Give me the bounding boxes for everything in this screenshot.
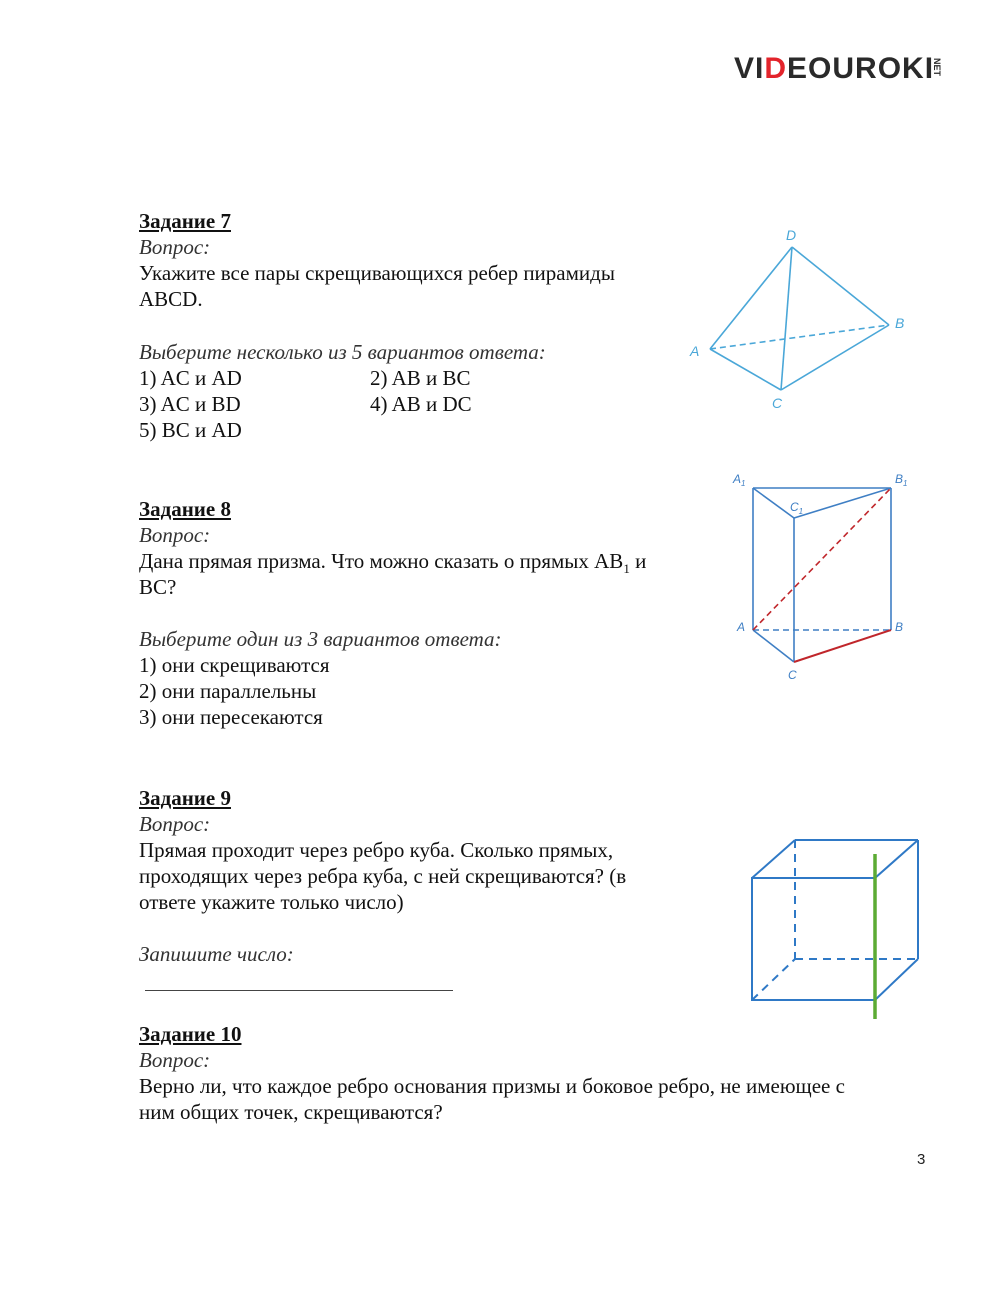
task8-option-2[interactable]: 2) они параллельны <box>139 679 317 703</box>
task7-question-line-1: Укажите все пары скрещивающихся ребер пирамиды <box>139 261 615 285</box>
logo-text-post: EOUROKI <box>787 52 935 85</box>
task7-question-line-2: ABCD. <box>139 287 203 311</box>
cube-edge-bottom-right <box>875 959 918 1000</box>
pyramid-edge-cb <box>781 325 889 390</box>
pyramid-label-a: A <box>690 343 700 359</box>
prism-line-bc-highlight <box>794 630 891 662</box>
task7-question-label: Вопрос: <box>139 235 211 259</box>
task10-title: Задание 10 <box>139 1022 242 1046</box>
pyramid-edge-dc <box>781 247 792 390</box>
task7-title: Задание 7 <box>139 209 231 233</box>
task7-option-4[interactable]: 4) AB и DC <box>370 392 472 416</box>
task7-instruction: Выберите несколько из 5 вариантов ответа: <box>139 340 546 364</box>
logo-text-accent: D <box>764 52 788 85</box>
task8-question-line-2: BC? <box>139 575 177 599</box>
task9-answer-field[interactable] <box>145 990 453 991</box>
task8-question-text: Дана прямая призма. Что можно сказать о прямых AB <box>139 549 624 573</box>
task7-option-2[interactable]: 2) AB и BC <box>370 366 471 390</box>
task8-instruction: Выберите один из 3 вариантов ответа: <box>139 627 502 651</box>
prism-label-b1: $B_1$ <box>895 472 908 488</box>
pyramid-edge-ab-hidden <box>710 325 889 349</box>
prism-figure <box>728 465 918 685</box>
pyramid-edge-ac <box>710 349 781 390</box>
pyramid-figure <box>680 222 920 412</box>
task7-option-3[interactable]: 3) AC и BD <box>139 392 241 416</box>
task8-question-subscript: 1 <box>623 561 630 577</box>
prism-label-c: C <box>788 668 797 682</box>
videouroki-logo <box>734 52 952 86</box>
task8-question-label: Вопрос: <box>139 523 211 547</box>
task10-question-line-1: Верно ли, что каждое ребро основания призмы и боковое ребро, не имеющее с <box>139 1074 845 1098</box>
task8-option-1[interactable]: 1) они скрещиваются <box>139 653 330 677</box>
prism-label-a: A <box>737 620 746 634</box>
prism-edge-ac <box>753 630 794 662</box>
prism-label-a1: $A_1$ <box>733 472 746 488</box>
task9-question-line-1: Прямая проходит через ребро куба. Сколько прямых, <box>139 838 614 862</box>
task8-title: Задание 8 <box>139 497 231 521</box>
task9-instruction: Запишите число: <box>139 942 294 966</box>
task10-question-line-2: ним общих точек, скрещиваются? <box>139 1100 443 1124</box>
cube-edge-hidden-diagonal <box>752 959 795 1000</box>
prism-label-c1: $C_1$ <box>790 500 804 516</box>
task9-question-line-2: проходящих через ребра куба, с ней скрещиваются? (в <box>139 864 627 888</box>
pyramid-edge-db <box>792 247 889 325</box>
prism-label-b: B <box>895 620 904 634</box>
logo-text-suffix: NET <box>932 58 943 76</box>
pyramid-label-b: B <box>895 315 905 331</box>
task10-question-label: Вопрос: <box>139 1048 211 1072</box>
task9-question-label: Вопрос: <box>139 812 211 836</box>
logo-text-pre: VI <box>734 52 765 85</box>
task7-option-5[interactable]: 5) BC и AD <box>139 418 242 442</box>
task8-option-3[interactable]: 3) они пересекаются <box>139 705 323 729</box>
task9-title: Задание 9 <box>139 786 231 810</box>
pyramid-edge-ad <box>710 247 792 349</box>
prism-edge-c1b1 <box>794 488 891 518</box>
pyramid-label-c: C <box>772 395 783 411</box>
task9-question-line-3: ответе укажите только число) <box>139 890 404 914</box>
cube-edge-top-right <box>875 840 918 878</box>
task7-option-1[interactable]: 1) AC и AD <box>139 366 242 390</box>
cube-front-face <box>752 878 875 1000</box>
cube-edge-top-left <box>752 840 795 878</box>
cube-figure <box>740 828 930 1028</box>
page-number: 3 <box>917 1151 926 1168</box>
task8-question-text-end: и <box>629 549 647 573</box>
prism-edge-a1c1 <box>753 488 794 518</box>
pyramid-label-d: D <box>786 227 797 243</box>
task8-question-line-1 <box>139 548 646 582</box>
